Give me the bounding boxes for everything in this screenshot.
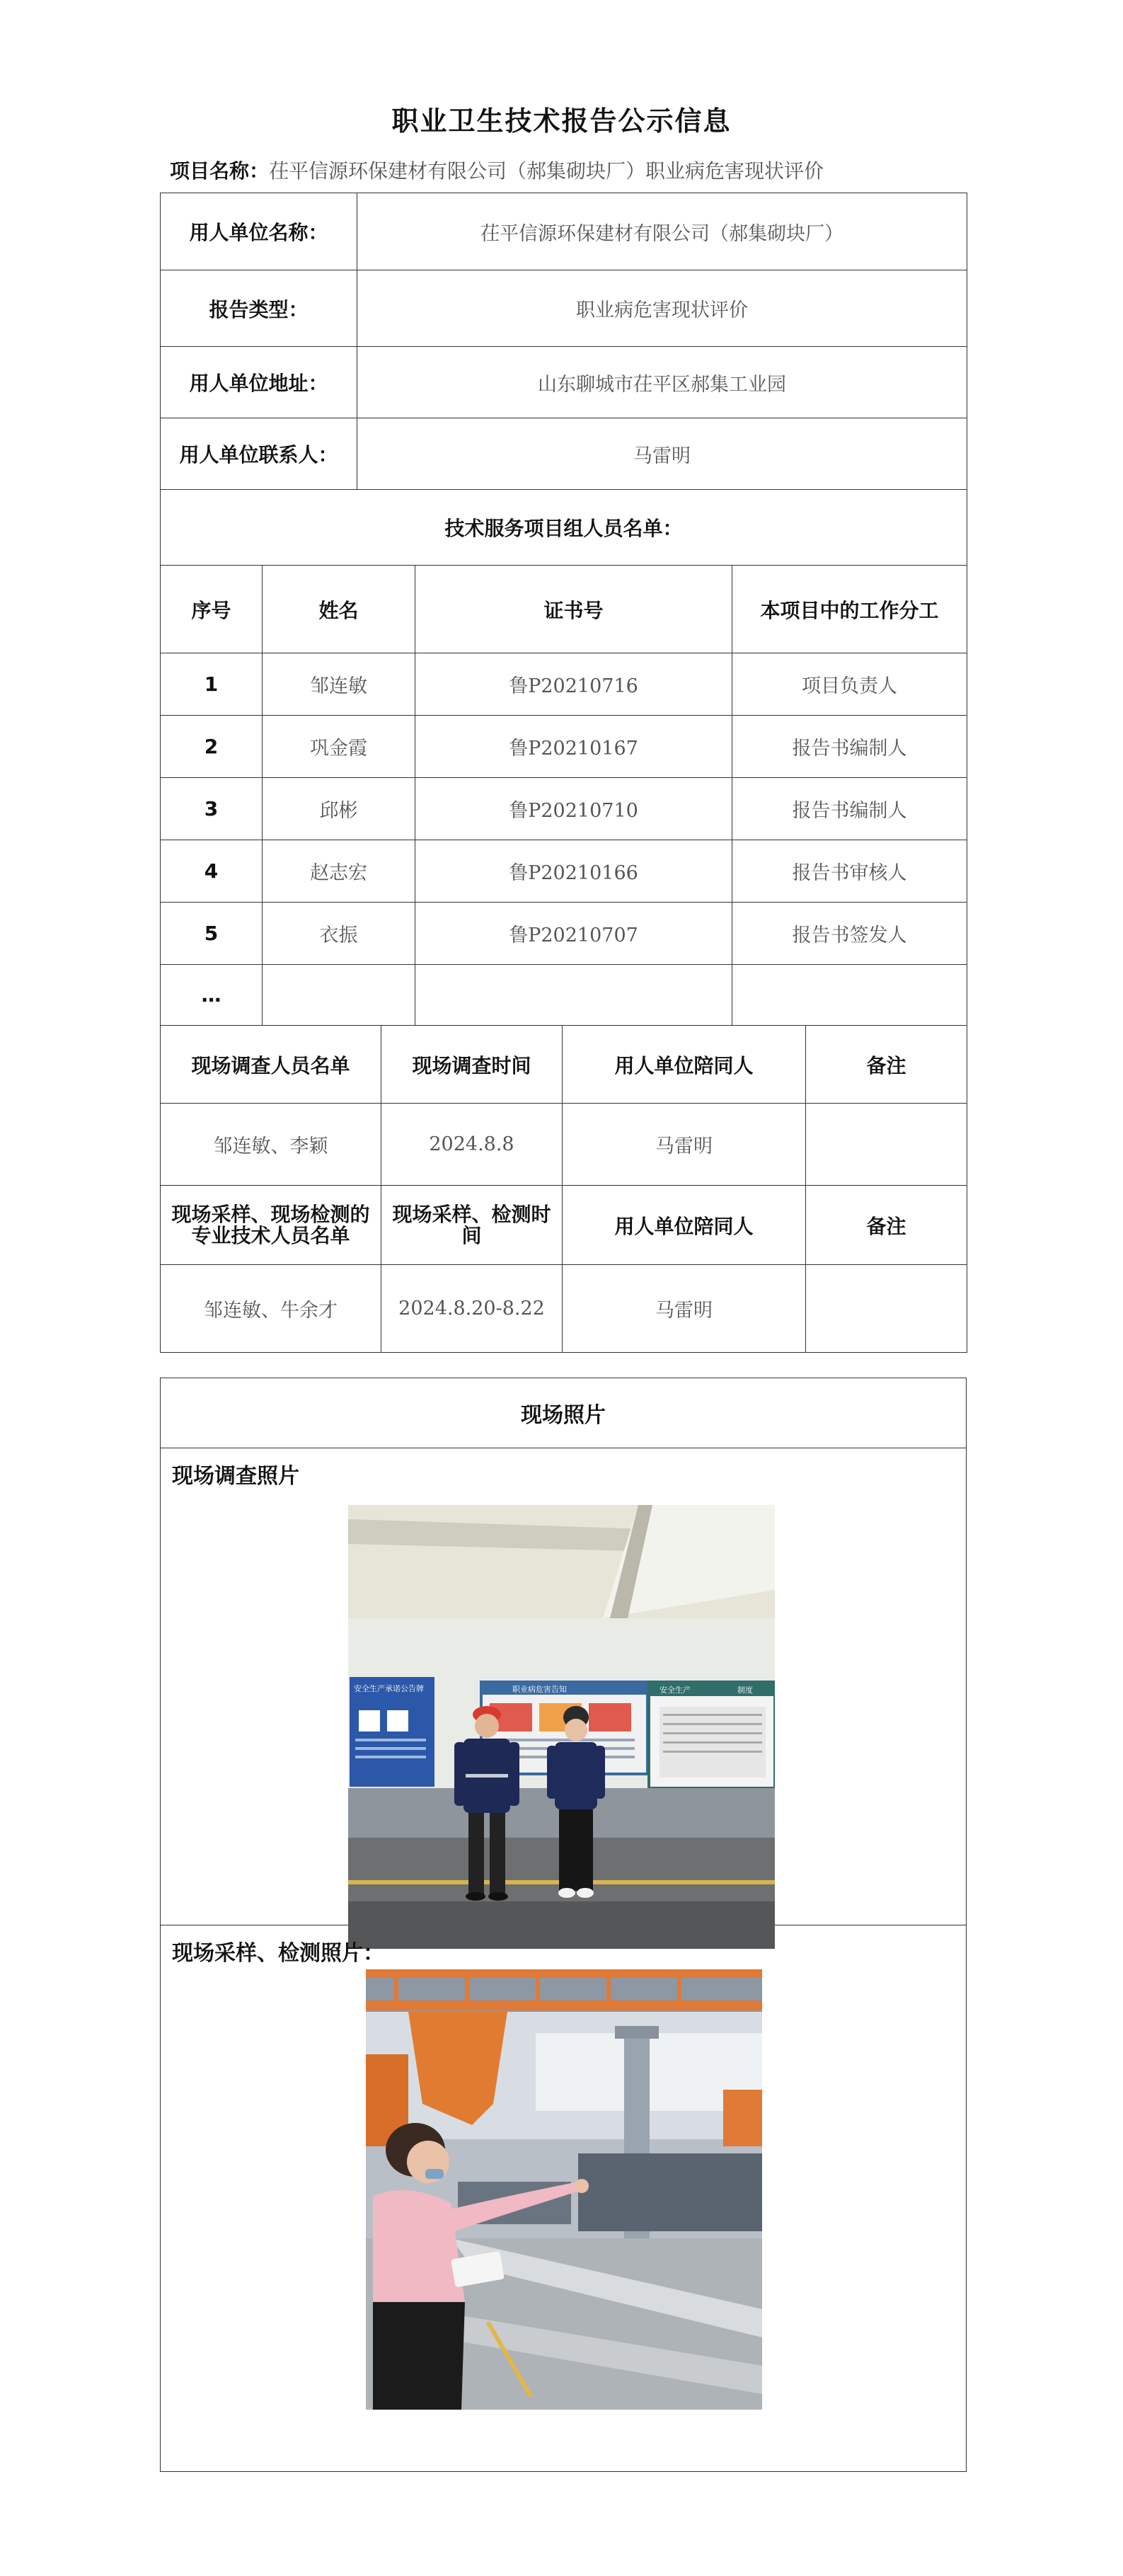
col-role-header: 本项目中的工作分工	[732, 566, 967, 653]
survey-time-value: 2024.8.8	[381, 1104, 563, 1186]
table-row	[161, 193, 967, 270]
staff-list-heading: 技术服务项目组人员名单：	[161, 490, 967, 566]
sampling-companion-header: 用人单位陪同人	[563, 1186, 806, 1265]
row-name: 邹连敏	[263, 653, 415, 716]
poster-right-title: 安全生产	[660, 1685, 691, 1695]
table-header-row	[161, 1026, 967, 1104]
sampling-time-value: 2024.8.20-8.22	[381, 1265, 563, 1353]
poster-mid-title: 职业病危害告知	[512, 1685, 567, 1694]
unit-info-table	[160, 193, 967, 566]
staff-table	[160, 565, 967, 1026]
row-role: 报告书审核人	[732, 840, 967, 903]
report-type-value: 职业病危害现状评价	[357, 270, 967, 347]
col-no-header: 序号	[161, 566, 263, 653]
table-row	[161, 716, 967, 778]
unit-contact-value: 马雷明	[357, 418, 967, 490]
unit-name-value: 茌平信源环保建材有限公司（郝集砌块厂）	[357, 193, 967, 270]
sampling-photo-label: 现场采样、检测照片：	[172, 1941, 384, 1966]
row-cert: 鲁P20210167	[415, 716, 732, 778]
survey-time-header: 现场调查时间	[381, 1026, 563, 1104]
row-cert: 鲁P20210707	[415, 903, 732, 965]
survey-people-header: 现场调查人员名单	[161, 1026, 381, 1104]
project-name-line	[170, 156, 984, 184]
table-header-row	[161, 1186, 967, 1265]
survey-photo-label: 现场调查照片	[172, 1464, 299, 1489]
survey-table	[160, 1025, 967, 1353]
row-role: 报告书编制人	[732, 716, 967, 778]
project-name-value: 茌平信源环保建材有限公司（郝集砌块厂）职业病危害现状评价	[269, 159, 824, 183]
survey-note-header: 备注	[806, 1026, 967, 1104]
table-row	[161, 490, 967, 566]
row-cert: 鲁P20210166	[415, 840, 732, 903]
sampling-companion-value: 马雷明	[563, 1265, 806, 1353]
unit-contact-label: 用人单位联系人：	[161, 418, 357, 490]
report-type-label: 报告类型：	[161, 270, 357, 347]
poster-right-sub: 制度	[737, 1685, 753, 1695]
unit-address-label: 用人单位地址：	[161, 347, 357, 418]
site-photos-box	[160, 1378, 967, 2472]
table-row	[161, 347, 967, 418]
row-name: 衣振	[263, 903, 415, 965]
project-name-label: 项目名称：	[170, 159, 270, 183]
survey-photo-section	[161, 1448, 966, 1925]
table-row	[161, 965, 967, 1026]
row-no: 5	[161, 903, 263, 965]
col-cert-header: 证书号	[415, 566, 732, 653]
page-title: 职业卫生技术报告公示信息	[391, 105, 732, 137]
empty-cell	[732, 965, 967, 1026]
row-name: 巩金霞	[263, 716, 415, 778]
table-row	[161, 840, 967, 903]
table-row	[161, 778, 967, 840]
site-photos-heading: 现场照片	[161, 1378, 966, 1448]
table-row	[161, 903, 967, 965]
row-name: 邱彬	[263, 778, 415, 840]
table-header-row	[161, 566, 967, 653]
survey-photo	[348, 1505, 775, 1949]
row-role: 报告书签发人	[732, 903, 967, 965]
sampling-photo-section	[161, 1925, 966, 2471]
sampling-photo	[366, 1969, 762, 2410]
sampling-people-value: 邹连敏、牛余才	[161, 1265, 381, 1353]
row-name: 赵志宏	[263, 840, 415, 903]
row-no: 1	[161, 653, 263, 716]
row-no: 2	[161, 716, 263, 778]
table-row	[161, 1104, 967, 1186]
unit-address-value: 山东聊城市茌平区郝集工业园	[357, 347, 967, 418]
table-row	[161, 653, 967, 716]
row-no: 3	[161, 778, 263, 840]
row-ellipsis: …	[161, 965, 263, 1026]
survey-companion-value: 马雷明	[563, 1104, 806, 1186]
row-role: 报告书编制人	[732, 778, 967, 840]
survey-people-value: 邹连敏、李颖	[161, 1104, 381, 1186]
survey-companion-header: 用人单位陪同人	[563, 1026, 806, 1104]
sampling-note-header: 备注	[806, 1186, 967, 1265]
survey-note-value	[806, 1104, 967, 1186]
row-no: 4	[161, 840, 263, 903]
row-role: 项目负责人	[732, 653, 967, 716]
poster-left-title: 安全生产承诺公告牌	[354, 1684, 424, 1693]
empty-cell	[415, 965, 732, 1026]
table-row	[161, 1265, 967, 1353]
row-cert: 鲁P20210710	[415, 778, 732, 840]
table-row	[161, 418, 967, 490]
empty-cell	[263, 965, 415, 1026]
col-name-header: 姓名	[263, 566, 415, 653]
sampling-people-header: 现场采样、现场检测的专业技术人员名单	[161, 1186, 381, 1265]
unit-name-label: 用人单位名称：	[161, 193, 357, 270]
sampling-note-value	[806, 1265, 967, 1353]
row-cert: 鲁P20210716	[415, 653, 732, 716]
table-row	[161, 270, 967, 347]
sampling-time-header: 现场采样、检测时间	[381, 1186, 563, 1265]
